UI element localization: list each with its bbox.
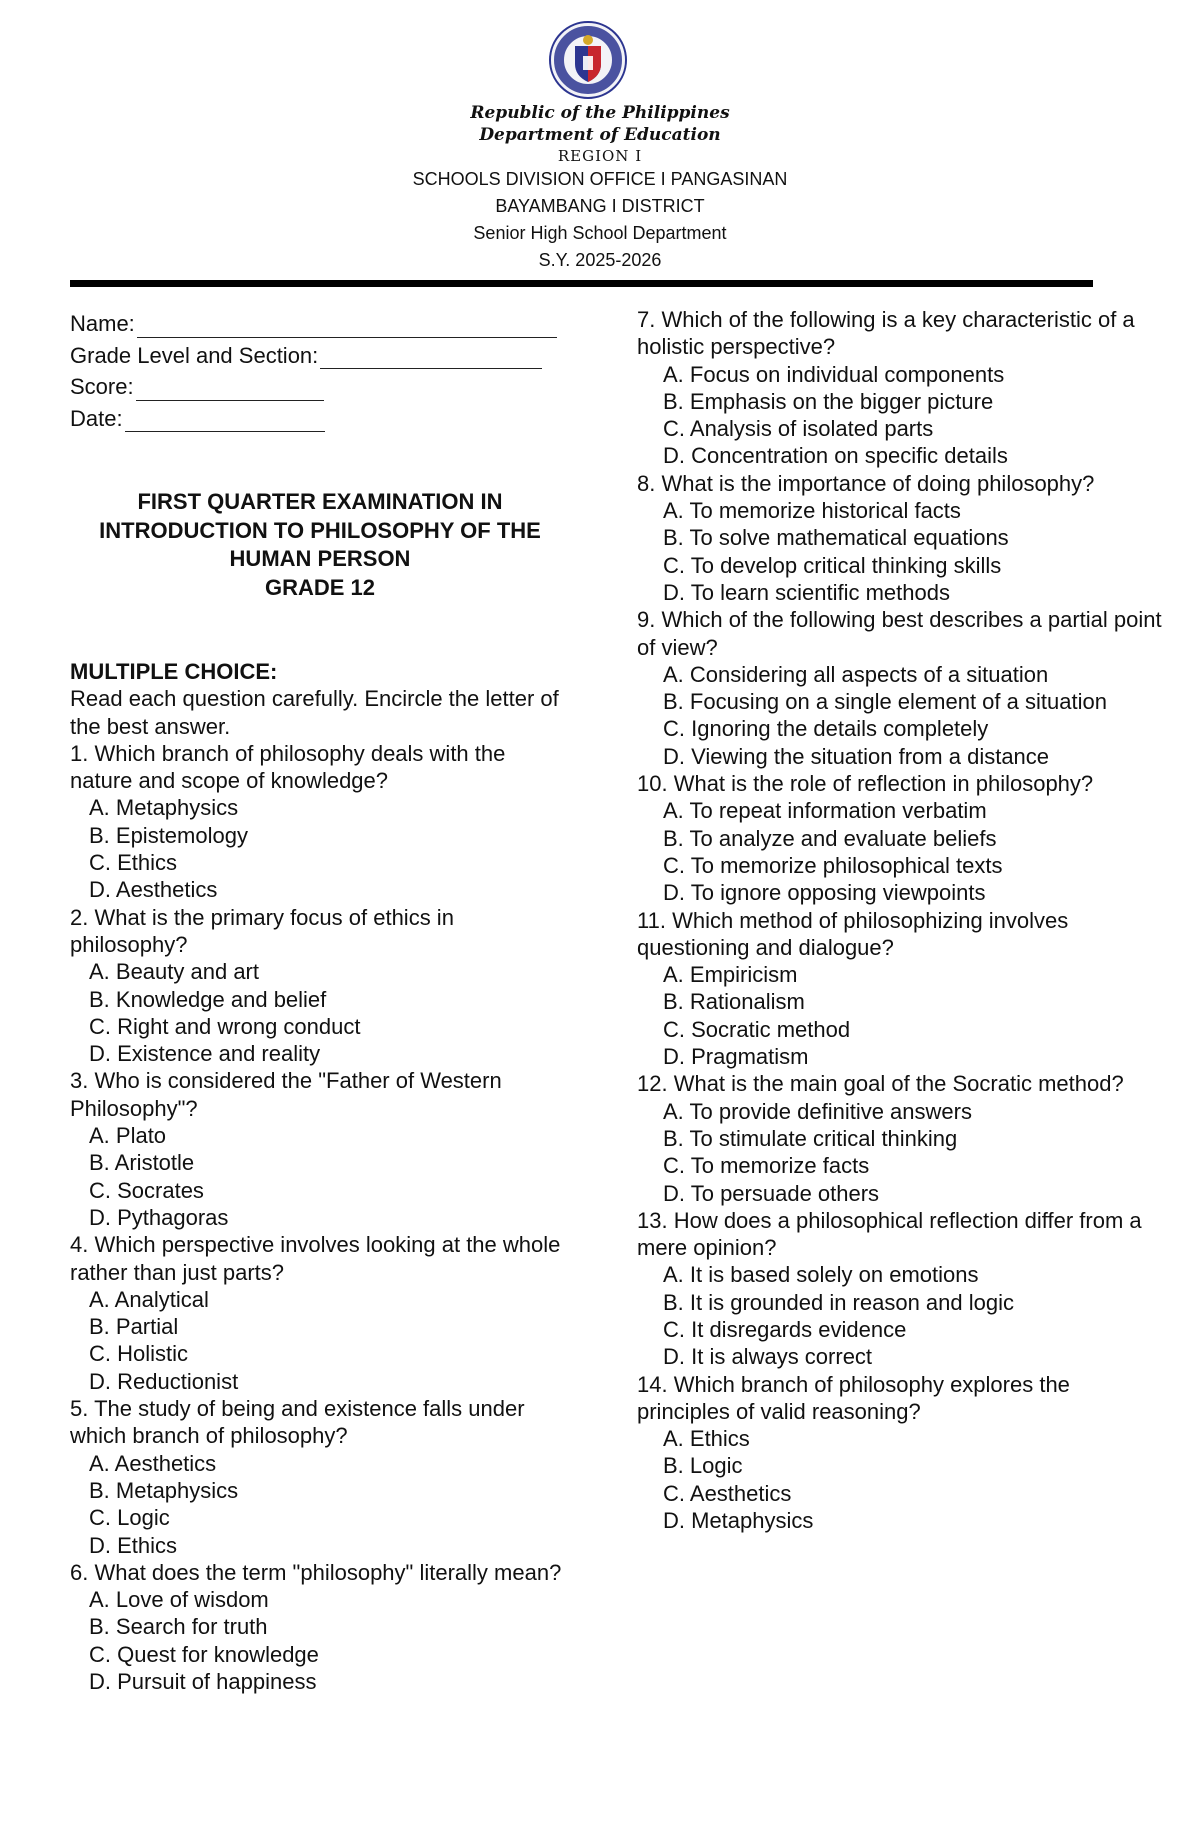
question-7 — [637, 306, 1162, 470]
school-year-line: S.Y. 2025-2026 — [538, 250, 662, 270]
question-text: 8. What is the importance of doing philosophy? — [637, 470, 1095, 496]
option-b[interactable]: B. Search for truth — [89, 1614, 268, 1640]
question-14 — [637, 1371, 1162, 1535]
option-b[interactable]: B. Logic — [663, 1453, 743, 1479]
option-a[interactable]: A. Aesthetics — [89, 1450, 217, 1476]
question-text: 3. Who is considered the "Father of Western Philosophy"? — [70, 1068, 502, 1121]
name-label: Name: — [70, 311, 135, 337]
question-text: 13. How does a philosophical reflection differ from a mere opinion? — [637, 1207, 1142, 1261]
option-d[interactable]: D. Reductionist — [89, 1368, 239, 1394]
option-c[interactable]: C. Logic — [89, 1505, 170, 1531]
question-4 — [70, 1231, 570, 1395]
option-a[interactable]: A. Metaphysics — [89, 795, 239, 821]
question-5 — [70, 1395, 570, 1559]
question-text: 2. What is the primary focus of ethics in philosophy? — [70, 904, 454, 957]
option-b[interactable]: B. To solve mathematical equations — [663, 525, 1009, 551]
header-divider — [70, 280, 1093, 287]
option-a[interactable]: A. To provide definitive answers — [663, 1098, 972, 1124]
option-b[interactable]: B. Rationalism — [663, 989, 805, 1015]
option-b[interactable]: B. Knowledge and belief — [89, 986, 327, 1012]
option-a[interactable]: A. Ethics — [663, 1426, 750, 1452]
option-c[interactable]: C. Holistic — [89, 1341, 189, 1367]
option-c[interactable]: C. To develop critical thinking skills — [663, 552, 1002, 578]
option-c[interactable]: C. Analysis of isolated parts — [663, 416, 934, 442]
question-text: 9. Which of the following best describes a partial point of view? — [637, 607, 1162, 660]
section-heading: MULTIPLE CHOICE: — [70, 659, 278, 684]
deped-seal-icon — [543, 20, 633, 100]
option-a[interactable]: A. Analytical — [89, 1286, 209, 1312]
option-b[interactable]: B. Partial — [89, 1314, 179, 1340]
option-c[interactable]: C. Ignoring the details completely — [663, 716, 989, 742]
date-field[interactable] — [70, 401, 570, 433]
option-d[interactable]: D. Viewing the situation from a distance — [663, 743, 1050, 769]
option-c[interactable]: C. Socrates — [89, 1177, 204, 1203]
option-d[interactable]: D. Ethics — [89, 1532, 178, 1558]
name-blank[interactable] — [137, 313, 557, 338]
score-field[interactable] — [70, 369, 570, 401]
score-label: Score: — [70, 374, 134, 400]
region-line: REGION I — [557, 147, 643, 165]
option-c[interactable]: C. To memorize facts — [663, 1153, 870, 1179]
grade-section-label: Grade Level and Section: — [70, 342, 319, 368]
question-text: 14. Which branch of philosophy explores the principles of valid reasoning? — [637, 1371, 1070, 1424]
option-b[interactable]: B. To analyze and evaluate beliefs — [663, 825, 997, 851]
option-b[interactable]: B. Metaphysics — [89, 1477, 239, 1503]
option-a[interactable]: A. Love of wisdom — [89, 1587, 269, 1613]
division-line: SCHOOLS DIVISION OFFICE I PANGASINAN — [412, 169, 788, 189]
exam-title — [70, 488, 570, 602]
option-b[interactable]: B. It is grounded in reason and logic — [663, 1289, 1015, 1315]
date-label: Date: — [70, 405, 123, 431]
option-b[interactable]: B. Epistemology — [89, 822, 248, 848]
question-9 — [637, 606, 1162, 770]
question-text: 10. What is the role of reflection in philosophy? — [637, 771, 1094, 797]
letterhead — [300, 102, 900, 274]
instructions-text: Read each question carefully. Encircle the letter of the best answer. — [70, 686, 559, 739]
option-b[interactable]: B. To stimulate critical thinking — [663, 1125, 958, 1151]
question-text: 12. What is the main goal of the Socratic method? — [637, 1071, 1124, 1097]
option-c[interactable]: C. Quest for knowledge — [89, 1641, 319, 1667]
option-d[interactable]: D. To ignore opposing viewpoints — [663, 880, 986, 906]
option-c[interactable]: C. Right and wrong conduct — [89, 1013, 361, 1039]
shs-department-line: Senior High School Department — [473, 223, 727, 243]
option-b[interactable]: B. Aristotle — [89, 1150, 195, 1176]
option-d[interactable]: D. Pursuit of happiness — [89, 1668, 317, 1694]
question-2 — [70, 904, 570, 1068]
option-a[interactable]: A. Considering all aspects of a situation — [663, 661, 1049, 687]
option-a[interactable]: A. To memorize historical facts — [663, 498, 961, 524]
right-column — [637, 306, 1162, 1534]
question-12 — [637, 1070, 1162, 1206]
date-blank[interactable] — [125, 407, 325, 432]
question-6 — [70, 1559, 570, 1695]
question-11 — [637, 907, 1162, 1071]
option-b[interactable]: B. Emphasis on the bigger picture — [663, 388, 994, 414]
option-a[interactable]: A. Beauty and art — [89, 959, 259, 985]
title-line-4: GRADE 12 — [264, 574, 376, 600]
option-c[interactable]: C. Socratic method — [663, 1016, 851, 1042]
name-field[interactable] — [70, 306, 570, 338]
option-d[interactable]: D. To learn scientific methods — [663, 579, 950, 605]
republic-line: Republic of the Philippines — [470, 103, 730, 123]
option-c[interactable]: C. Ethics — [89, 850, 178, 876]
question-text: 1. Which branch of philosophy deals with the nature and scope of knowledge? — [70, 740, 506, 794]
option-d[interactable]: D. Aesthetics — [89, 877, 218, 903]
title-line-1: FIRST QUARTER EXAMINATION IN — [137, 489, 503, 514]
question-text: 5. The study of being and existence falls under which branch of philosophy? — [70, 1396, 525, 1449]
option-d[interactable]: D. Pragmatism — [663, 1044, 809, 1070]
question-13 — [637, 1207, 1162, 1371]
question-10 — [637, 770, 1162, 906]
title-line-3: HUMAN PERSON — [229, 546, 411, 571]
score-blank[interactable] — [136, 376, 324, 401]
question-text: 7. Which of the following is a key characteristic of a holistic perspective? — [637, 307, 1135, 360]
option-d[interactable]: D. Metaphysics — [663, 1508, 814, 1534]
grade-section-field[interactable] — [70, 338, 570, 370]
option-c[interactable]: C. To memorize philosophical texts — [663, 852, 1003, 878]
question-text: 4. Which perspective involves looking at the whole rather than just parts? — [70, 1232, 561, 1285]
question-text: 6. What does the term "philosophy" literally mean? — [70, 1559, 562, 1585]
question-1 — [70, 740, 570, 904]
option-a[interactable]: A. It is based solely on emotions — [663, 1262, 979, 1288]
district-line: BAYAMBANG I DISTRICT — [495, 196, 705, 216]
question-3 — [70, 1067, 570, 1231]
title-line-2: INTRODUCTION TO PHILOSOPHY OF THE — [99, 517, 541, 543]
option-d[interactable]: D. It is always correct — [663, 1344, 873, 1370]
department-line: Department of Education — [479, 125, 721, 145]
option-b[interactable]: B. Focusing on a single element of a situation — [663, 689, 1107, 715]
option-d[interactable]: D. Existence and reality — [89, 1041, 321, 1067]
option-d[interactable]: D. Pythagoras — [89, 1204, 229, 1230]
option-a[interactable]: A. Plato — [89, 1123, 167, 1149]
question-8 — [637, 470, 1162, 606]
grade-section-blank[interactable] — [320, 344, 542, 369]
question-text: 11. Which method of philosophizing involves questioning and dialogue? — [637, 907, 1069, 960]
option-a[interactable]: A. Focus on individual components — [663, 361, 1005, 387]
option-a[interactable]: A. To repeat information verbatim — [663, 798, 987, 824]
option-a[interactable]: A. Empiricism — [663, 962, 798, 988]
option-d[interactable]: D. To persuade others — [663, 1180, 880, 1206]
option-c[interactable]: C. It disregards evidence — [663, 1316, 907, 1342]
option-c[interactable]: C. Aesthetics — [663, 1480, 792, 1506]
left-column — [70, 306, 570, 1695]
option-d[interactable]: D. Concentration on specific details — [663, 443, 1008, 469]
